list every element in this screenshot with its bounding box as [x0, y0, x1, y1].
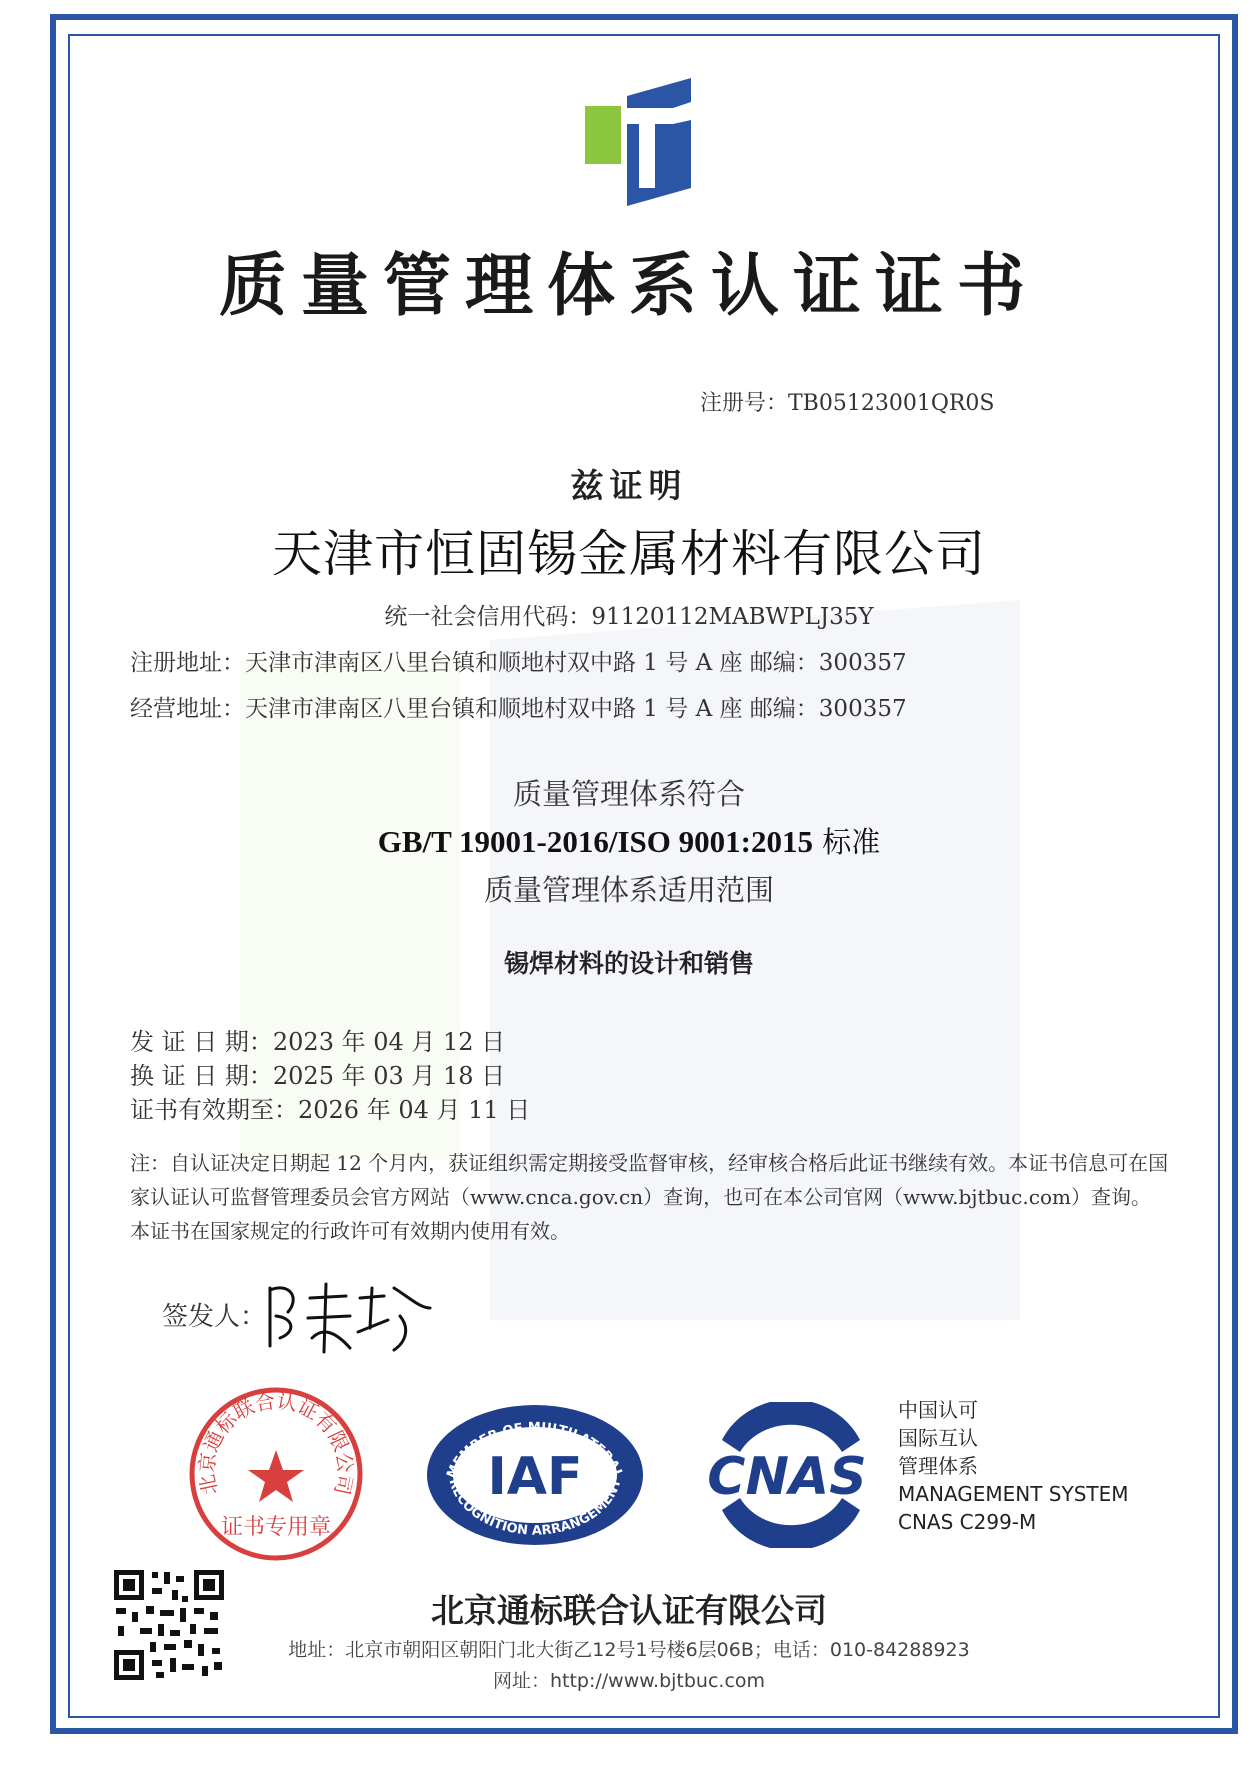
- conformity-line: 质量管理体系符合: [512, 777, 745, 811]
- certificate-note: 注：自认证决定日期起 12 个月内，获证组织需定期接受监督审核，经审核合格后此证书继续有效。本证书信息可在国家认证认可监督管理委员会官方网站（www.cnca.gov.cn）查询，也可在本公司官网（www.bjtbuc.com）查询。本证书在国家规定的行政许可有效期内使用有效。: [130, 1151, 1169, 1243]
- scope-heading: 质量管理体系适用范围: [483, 873, 774, 907]
- renew-date: 换 证 日 期：2025 年 03 月 18 日: [130, 1062, 506, 1090]
- credit-code: 统一社会信用代码：91120112MABWPLJ35Y: [384, 604, 874, 630]
- cnas-line: CNAS C299-M: [898, 1510, 1037, 1534]
- official-seal-icon: [188, 1386, 364, 1562]
- iaf-center: IAF: [487, 1447, 583, 1507]
- expiry-date: 证书有效期至：2026 年 04 月 11 日: [130, 1096, 531, 1124]
- cnas-line: MANAGEMENT SYSTEM: [898, 1482, 1129, 1506]
- issuer-website[interactable]: 网址：http://www.bjtbuc.com: [492, 1670, 766, 1692]
- hereby-certify: 兹证明: [570, 466, 688, 505]
- signer-label: 签发人：: [162, 1302, 267, 1332]
- cnas-line: 管理体系: [898, 1454, 978, 1478]
- iaf-ring-bottom: RECOGNITION ARRANGEMENT: [445, 1477, 625, 1539]
- issue-date: 发 证 日 期：2023 年 04 月 12 日: [130, 1028, 506, 1056]
- scope: 锡焊材料的设计和销售: [503, 949, 754, 978]
- cnas-mark-icon: [692, 1402, 882, 1548]
- issuer-name: 北京通标联合认证有限公司: [431, 1591, 827, 1630]
- registration-number: 注册号：TB05123001QR0S: [700, 391, 995, 416]
- cnas-logo-text: CNAS: [707, 1447, 867, 1507]
- standard-suffix: 标准: [812, 825, 881, 859]
- cnas-line: 国际互认: [898, 1426, 978, 1450]
- handwritten-signature: [260, 1268, 435, 1358]
- iaf-mark-icon: [424, 1402, 646, 1548]
- certifier-logo-icon: [585, 78, 691, 206]
- standard-code: GB/T 19001-2016/ISO 9001:2015: [377, 824, 813, 859]
- standard-line: [0, 820, 1258, 861]
- iaf-ring-top: MEMBER OF MULTILATERAL: [444, 1420, 626, 1481]
- certificate-title: 质量管理体系认证证书: [218, 247, 1039, 326]
- seal-bottom-text: 证书专用章: [220, 1515, 332, 1540]
- issuer-address: 地址：北京市朝阳区朝阳门北大街乙12号1号楼6层06B；电话：010-84288923: [288, 1639, 970, 1661]
- business-address: 经营地址：天津市津南区八里台镇和顺地村双中路 1 号 A 座 邮编：300357: [130, 696, 907, 722]
- cnas-caption: [898, 1396, 1129, 1536]
- registered-address: 注册地址：天津市津南区八里台镇和顺地村双中路 1 号 A 座 邮编：300357: [130, 650, 907, 676]
- cnas-line: 中国认可: [898, 1398, 978, 1422]
- seal-text: 北京通标联合认证有限公司: [194, 1388, 358, 1497]
- company-name: 天津市恒固锡金属材料有限公司: [272, 525, 986, 583]
